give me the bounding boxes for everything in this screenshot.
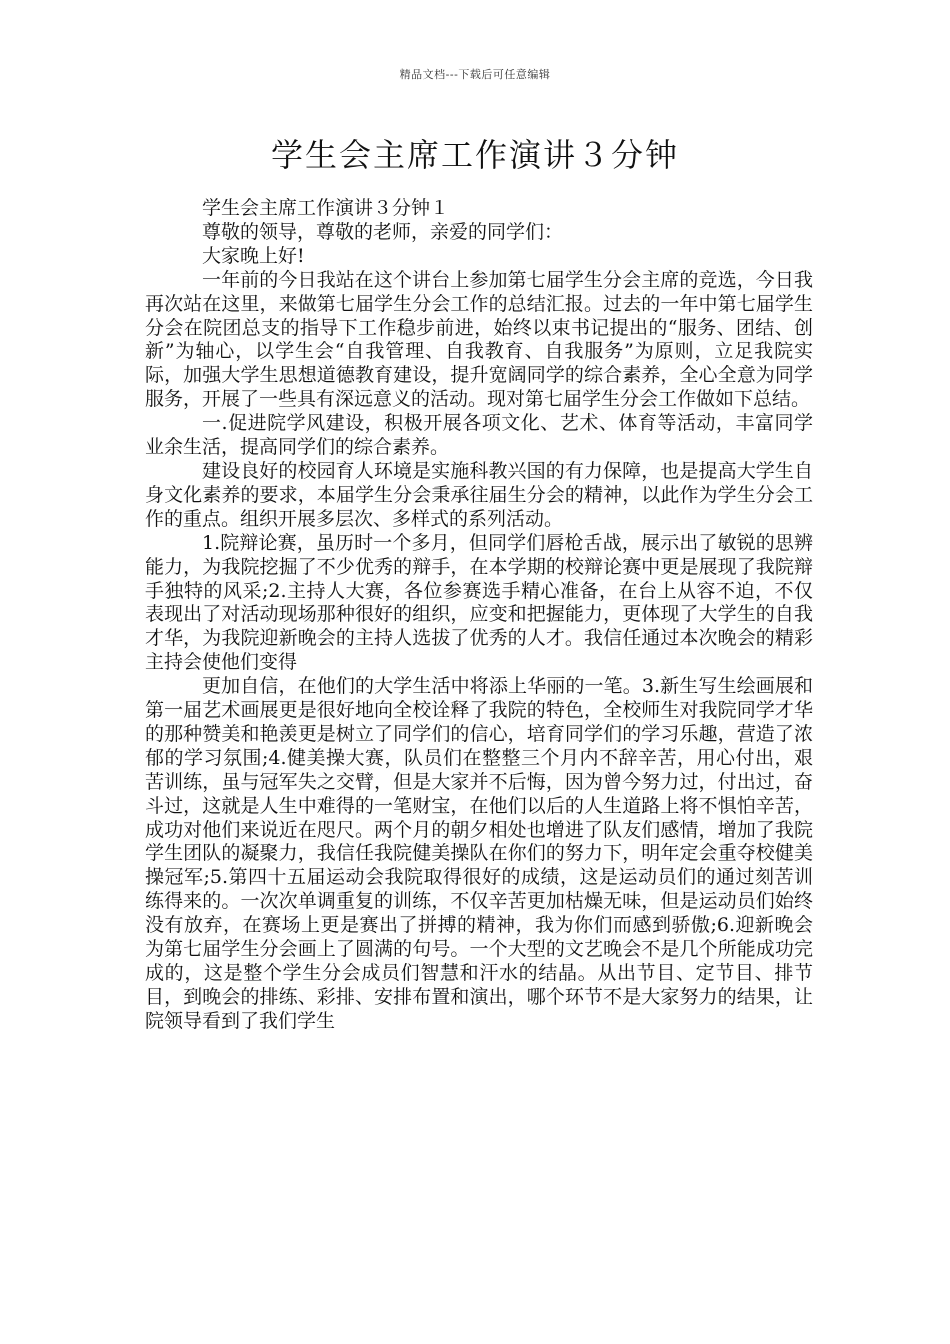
body-paragraph: 1.院辩论赛，虽历时一个多月，但同学们唇枪舌战，展示出了敏锐的思辨能力，为我院挖掘了不少优秀的辩手，在本学期的校辩论赛中更是展现了我院辩手独特的风采;2.主持人大赛，各位参赛选手精心准备，在台上从容不迫，不仅表现出了对活动现场那种很好的组织，应变和把握能力，更体现了大学生的自我才华，为我院迎新晚会的主持人选拔了优秀的人才。我信任通过本次晚会的精彩主持会使他们变得 <box>145 531 813 674</box>
body-paragraph: 建设良好的校园育人环境是实施科教兴国的有力保障，也是提高大学生自身文化素养的要求，本届学生分会秉承往届生分会的精神，以此作为学生分会工作的重点。组织开展多层次、多样式的系列活动。 <box>145 459 813 530</box>
body-paragraph: 一年前的今日我站在这个讲台上参加第七届学生分会主席的竞选，今日我再次站在这里，来做第七届学生分会工作的总结汇报。过去的一年中第七届学生分会在院团总支的指导下工作稳步前进，始终以束书记提出的“服务、团结、创新”为轴心，以学生会“自我管理、自我教育、自我服务”为原则，立足我院实际，加强大学生思想道德教育建设，提升宽阔同学的综合素养，全心全意为同学服务，开展了一些具有深远意义的活动。现对第七届学生分会工作做如下总结。 <box>145 268 813 411</box>
document-title: 学生会主席工作演讲３分钟 <box>270 136 679 174</box>
document-body <box>145 197 813 1034</box>
salutation-paragraph: 尊敬的领导，尊敬的老师，亲爱的同学们： <box>202 220 564 243</box>
body-paragraph: 更加自信，在他们的大学生活中将添上华丽的一笔。3.新生写生绘画展和第一届艺术画展更是很好地向全校诠释了我院的特色，全校师生对我院同学才华的那种赞美和艳羡更是树立了同学们的信心，培育同学们的学习乐趣，营造了浓郁的学习氛围;4.健美操大赛，队员们在整整三个月内不辞辛苦，用心付出，艰苦训练，虽与冠军失之交臂，但是大家并不后悔，因为曾今努力过，付出过，奋斗过，这就是人生中难得的一笔财宝，在他们以后的人生道路上将不惧怕辛苦，成功对他们来说近在咫尺。两个月的朝夕相处也增进了队友们感情，增加了我院学生团队的凝聚力，我信任我院健美操队在你们的努力下，明年定会重夺校健美操冠军;5.第四十五届运动会我院取得很好的成绩，这是运动员们的通过刻苦训练得来的。一次次单调重复的训练，不仅辛苦更加枯燥无味，但是运动员们始终没有放弃，在赛场上更是赛出了拼搏的精神，我为你们而感到骄傲;6.迎新晚会为第七届学生分会画上了圆满的句号。一个大型的文艺晚会不是几个所能成功完成的，这是整个学生分会成员们智慧和汗水的结晶。从出节目、定节目、排节目，到晚会的排练、彩排、安排布置和演出，哪个环节不是大家努力的结果，让院领导看到了我们学生 <box>145 675 813 1032</box>
header-note: 精品文档---下载后可任意编辑 <box>399 68 551 81</box>
section-heading-paragraph: 一.促进院学风建设，积极开展各项文化、艺术、体育等活动，丰富同学业余生活，提高同学们的综合素养。 <box>145 412 813 459</box>
subtitle-paragraph: 学生会主席工作演讲３分钟１ <box>202 197 450 219</box>
greeting-paragraph: 大家晚上好! <box>202 244 305 267</box>
